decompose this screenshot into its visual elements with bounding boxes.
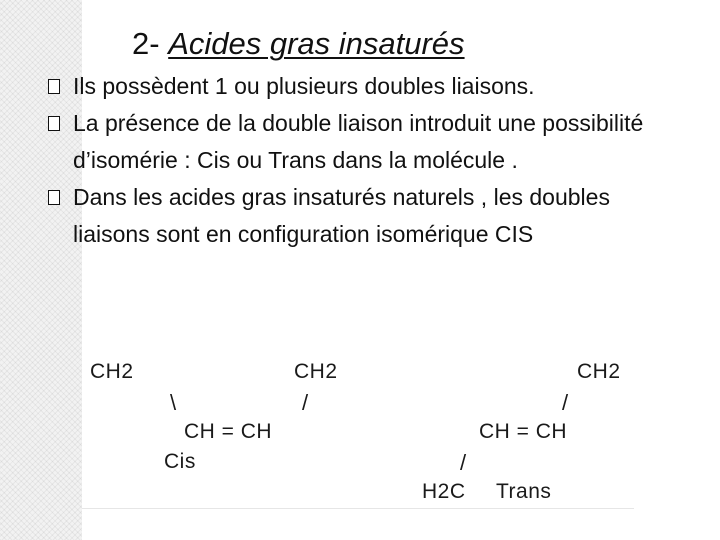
trans-bottom-bond: /: [460, 450, 467, 475]
cis-double-bond: CH = CH: [184, 420, 273, 443]
trans-bottom-h2c: H2C: [422, 480, 466, 503]
trans-top-bond: /: [562, 390, 569, 415]
title-text: Acides gras insaturés: [168, 26, 465, 61]
cis-right-ch2: CH2: [294, 360, 338, 383]
cis-trans-diagram: [82, 352, 634, 508]
bullet-item: [48, 68, 678, 105]
bullet-box-icon: [48, 190, 60, 205]
bullet-text: Ils possèdent 1 ou plusieurs doubles liaisons.: [73, 73, 535, 99]
trans-label: Trans: [496, 480, 552, 503]
bullet-box-icon: [48, 79, 60, 94]
title-dash: -: [149, 26, 169, 61]
bullet-box-icon: [48, 116, 60, 131]
bottom-divider: [82, 508, 634, 509]
cis-left-bond: \: [170, 390, 177, 415]
trans-double-bond: CH = CH: [479, 420, 568, 443]
bullet-item: [48, 179, 678, 253]
bullet-list: [48, 68, 678, 253]
trans-top-ch2: CH2: [577, 360, 621, 383]
cis-right-bond: /: [302, 390, 309, 415]
bullet-text: Dans les acides gras insaturés naturels , les doubles liaisons sont en configuration isomérique CIS: [73, 184, 610, 247]
cis-left-ch2: CH2: [90, 360, 134, 383]
bullet-item: [48, 105, 678, 179]
slide-title: [132, 24, 465, 64]
cis-label: Cis: [164, 450, 196, 473]
title-number: 2: [132, 26, 150, 61]
bullet-text: La présence de la double liaison introduit une possibilité d’isomérie : Cis ou Trans dans la molécule .: [73, 110, 644, 173]
